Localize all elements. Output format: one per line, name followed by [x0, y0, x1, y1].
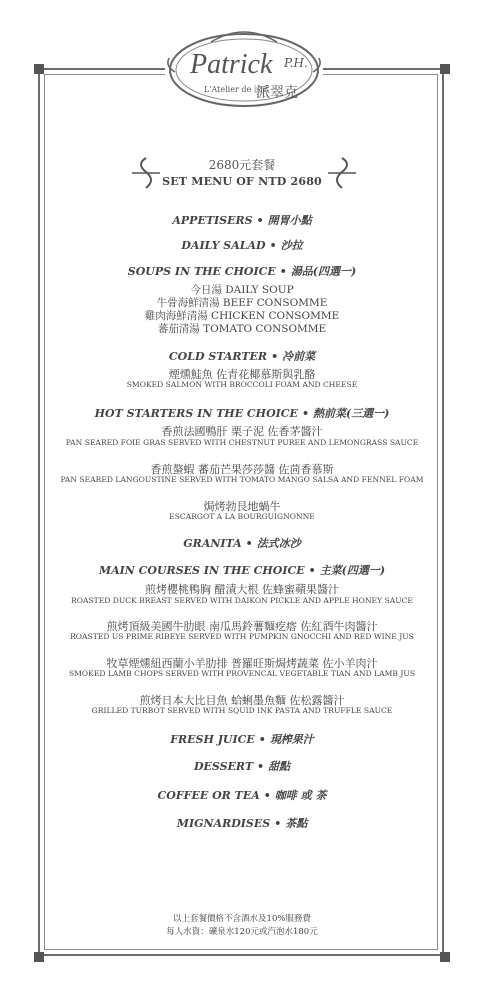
dish-en: ROASTED US PRIME RIBEYE SERVED WITH PUMPKIN GNOCCHI AND RED WINE JUS [70, 632, 414, 641]
dish-cn: 焗烤勃艮地蝸牛 [203, 500, 281, 513]
brand-name: Patrick [190, 49, 273, 80]
price-cn: 2680元套餐 [208, 158, 276, 172]
frame-corner-ornament [440, 64, 450, 74]
section-appetisers: APPETISERS • 開胃小點 [172, 214, 312, 227]
dish-cn: 煎烤頂級美國牛肋眼 南瓜馬鈴薯麵疙瘩 佐紅酒牛肉醬汁 [106, 620, 378, 633]
brand-monogram: P.H. [284, 56, 308, 70]
dish-cn: 煎烤日本大比目魚 蛤蜊墨魚麵 佐松露醬汁 [139, 694, 345, 707]
dish-cn: 煎烤櫻桃鴨胸 醋漬大根 佐蜂蜜蘋果醬汁 [145, 583, 339, 596]
section-main-courses: MAIN COURSES IN THE CHOICE • 主菜(四選一) [98, 564, 386, 577]
soup-item: 雞肉海鮮清湯 CHICKEN CONSOMME [144, 310, 340, 322]
dish-en: PAN SEARED LANGOUSTINE SERVED WITH TOMATO MANGO SALSA AND FENNEL FOAM [60, 475, 424, 484]
dish-en: ESCARGOT A LA BOURGUIGNONNE [169, 512, 315, 521]
dish-en: PAN SEARED FOIE GRAS SERVED WITH CHESTNUT PUREE AND LEMONGRASS SAUCE [65, 438, 419, 447]
dish-en: ROASTED DUCK BREAST SERVED WITH DAIKON PICKLE AND APPLE HONEY SAUCE [71, 596, 413, 605]
frame-corner-ornament [34, 952, 44, 962]
dish-cn: 香煎螯蝦 蕃茄芒果莎莎醬 佐茴香慕斯 [150, 463, 334, 476]
footer-note: 每人水資：礦泉水120元或汽泡水180元 [166, 927, 318, 937]
dish-cn: 煙燻鮭魚 佐青花椰慕斯與乳酪 [168, 368, 316, 381]
section-fresh-juice: FRESH JUICE • 現榨果汁 [170, 733, 314, 746]
frame-corner-ornament [34, 64, 44, 74]
section-coffee-tea: COFFEE OR TEA • 咖啡 或 茶 [157, 789, 327, 802]
section-cold-starter: COLD STARTER • 冷前菜 [168, 350, 316, 363]
section-mignardises: MIGNARDISES • 茶點 [176, 817, 308, 830]
dish-cn: 香煎法國鴨肝 栗子泥 佐香茅醬汁 [161, 425, 323, 438]
brand-sub: L'Atelier de 法式 [204, 85, 270, 94]
section-salad: DAILY SALAD • 沙拉 [181, 239, 303, 252]
price-en: SET MENU OF NTD 2680 [162, 175, 322, 188]
soup-item: 今日湯 DAILY SOUP [190, 284, 294, 296]
section-dessert: DESSERT • 甜點 [193, 760, 291, 773]
footer-note: 以上套餐價格不含酒水及10%服務費 [173, 914, 311, 924]
dish-en: GRILLED TURBOT SERVED WITH SQUID INK PASTA AND TRUFFLE SAUCE [91, 706, 393, 715]
section-granita: GRANITA • 法式冰沙 [183, 537, 301, 550]
dish-cn: 牧草煙燻紐西蘭小羊肋排 普羅旺斯焗烤蔬菜 佐小羊肉汁 [106, 657, 378, 670]
dish-en: SMOKED LAMB CHOPS SERVED WITH PROVENCAL VEGETABLE TIAN AND LAMB JUS [68, 669, 416, 678]
section-hot-starters: HOT STARTERS IN THE CHOICE • 熱前菜(三選一) [94, 407, 390, 420]
brand-cn: 派翠克 [256, 85, 298, 101]
dish-en: SMOKED SALMON WITH BROCCOLI FOAM AND CHEESE [126, 380, 358, 389]
soup-item: 牛骨海鮮清湯 BEEF CONSOMME [156, 297, 328, 309]
section-soups: SOUPS IN THE CHOICE • 湯品(四選一) [127, 265, 357, 278]
soup-item: 蕃茄清湯 TOMATO CONSOMME [157, 323, 327, 335]
frame-corner-ornament [440, 952, 450, 962]
